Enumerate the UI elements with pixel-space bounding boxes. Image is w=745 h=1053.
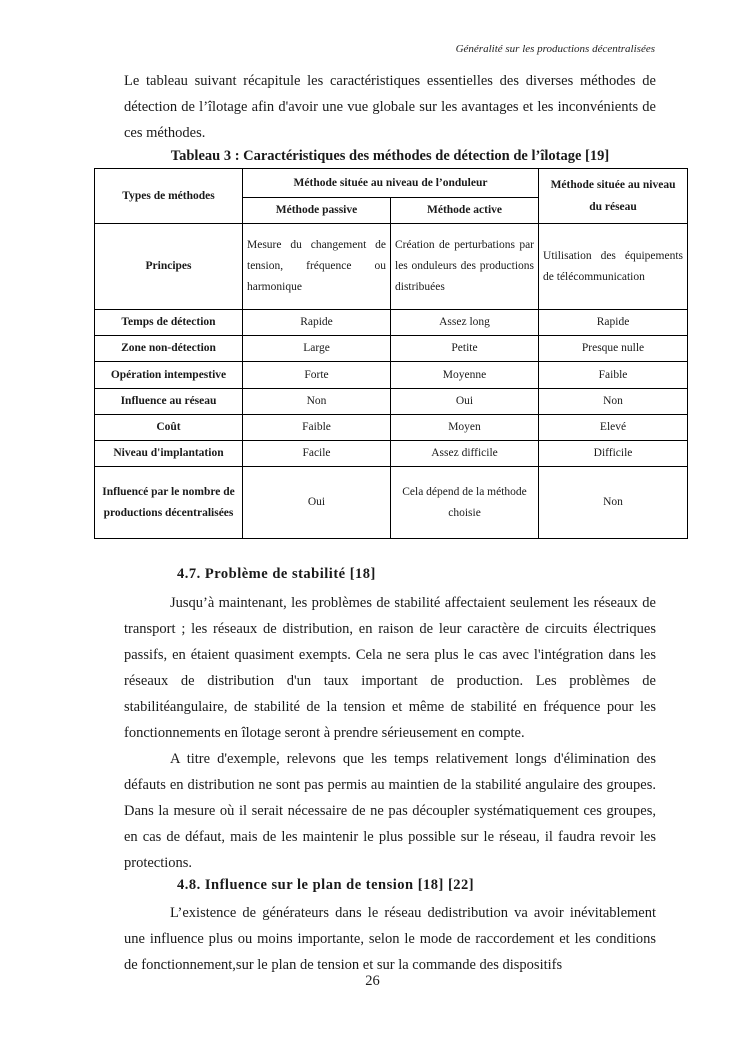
table-row [95, 467, 688, 539]
cell-passive: Facile [243, 441, 391, 467]
cell-active: Moyenne [391, 362, 539, 389]
row-label: Niveau d'implantation [95, 441, 243, 467]
intro-paragraph: Le tableau suivant récapitule les caractéristiques essentielles des diverses méthodes de détection de l’îlotage afin d'avoir une vue globale sur les avantages et les inconvénients de ces méthodes. [124, 73, 656, 141]
cell-reseau: Non [539, 389, 688, 415]
page-number: 26 [365, 973, 380, 989]
row-label: Zone non-détection [95, 336, 243, 362]
cell-reseau: Utilisation des équipements de télécommunication [539, 224, 688, 310]
table-row [95, 389, 688, 415]
section-heading: 4.7. Problème de stabilité [18] [177, 566, 376, 582]
cell-active: Assez difficile [391, 441, 539, 467]
cell-passive: Forte [243, 362, 391, 389]
table-row [95, 441, 688, 467]
row-label: Temps de détection [95, 310, 243, 336]
cell-passive: Oui [243, 467, 391, 539]
header-active: Méthode active [391, 198, 539, 224]
cell-reseau: Elevé [539, 415, 688, 441]
row-label: Opération intempestive [95, 362, 243, 389]
table-row-principes [95, 224, 688, 310]
section-paragraph: L’existence de générateurs dans le réseau dedistribution va avoir inévitablement une influence plus ou moins importante, selon le mode de raccordement et les conditions de fonctionnement,sur le plan de tension et sur la commande des dispositifs [124, 905, 656, 973]
cell-active: Oui [391, 389, 539, 415]
row-label: Influence au réseau [95, 389, 243, 415]
section-paragraph: A titre d'exemple, relevons que les temps relativement longs d'élimination des défauts en distribution ne sont pas permis au maintien de la stabilité angulaire des groupes. Dans la mesure où il serait nécessaire de ne pas découpler systématiquement ces groupes, en cas de défaut, mais de les maintenir le plus possible sur le réseau, il faudra revoir les protections. [124, 751, 656, 871]
row-label: Coût [95, 415, 243, 441]
cell-reseau: Difficile [539, 441, 688, 467]
row-label: Principes [95, 224, 243, 310]
header-passive: Méthode passive [243, 198, 391, 224]
cell-reseau: Rapide [539, 310, 688, 336]
cell-active: Assez long [391, 310, 539, 336]
cell-active: Moyen [391, 415, 539, 441]
cell-passive: Non [243, 389, 391, 415]
cell-passive: Mesure du changement de tension, fréquence ou harmonique [243, 224, 391, 310]
cell-active: Cela dépend de la méthode choisie [391, 467, 539, 539]
table-row [95, 310, 688, 336]
cell-active: Création de perturbations par les onduleurs des productions distribuées [391, 224, 539, 310]
cell-passive: Rapide [243, 310, 391, 336]
table-row [95, 415, 688, 441]
cell-passive: Faible [243, 415, 391, 441]
table-caption: Tableau 3 : Caractéristiques des méthodes de détection de l’îlotage [19] [170, 148, 610, 164]
header-types: Types de méthodes [95, 169, 243, 224]
header-onduleur: Méthode située au niveau de l’onduleur [243, 169, 539, 198]
running-header: Généralité sur les productions décentralisées [455, 43, 655, 55]
table-row [95, 336, 688, 362]
section-paragraph: Jusqu’à maintenant, les problèmes de stabilité affectaient seulement les réseaux de transport ; les réseaux de distribution, en raison de leur caractère de circuits électriques passifs, en étaient quasiment exempts. Cela ne sera plus le cas avec l'intégration dans les réseaux de distribution d'un taux important de production. Les problèmes de stabilitéangulaire, de stabilité de la tension et même de stabilité en fréquence pour les fonctionnements en îlotage seront à prendre sérieusement en compte. [124, 595, 656, 741]
cell-reseau: Non [539, 467, 688, 539]
section-heading: 4.8. Influence sur le plan de tension [18] [22] [177, 877, 475, 893]
header-reseau: Méthode située au niveau du réseau [539, 169, 688, 224]
characteristics-table [94, 168, 688, 539]
table-row [95, 362, 688, 389]
row-label: Influencé par le nombre de productions décentralisées [95, 467, 243, 539]
cell-reseau: Faible [539, 362, 688, 389]
cell-reseau: Presque nulle [539, 336, 688, 362]
cell-active: Petite [391, 336, 539, 362]
cell-passive: Large [243, 336, 391, 362]
